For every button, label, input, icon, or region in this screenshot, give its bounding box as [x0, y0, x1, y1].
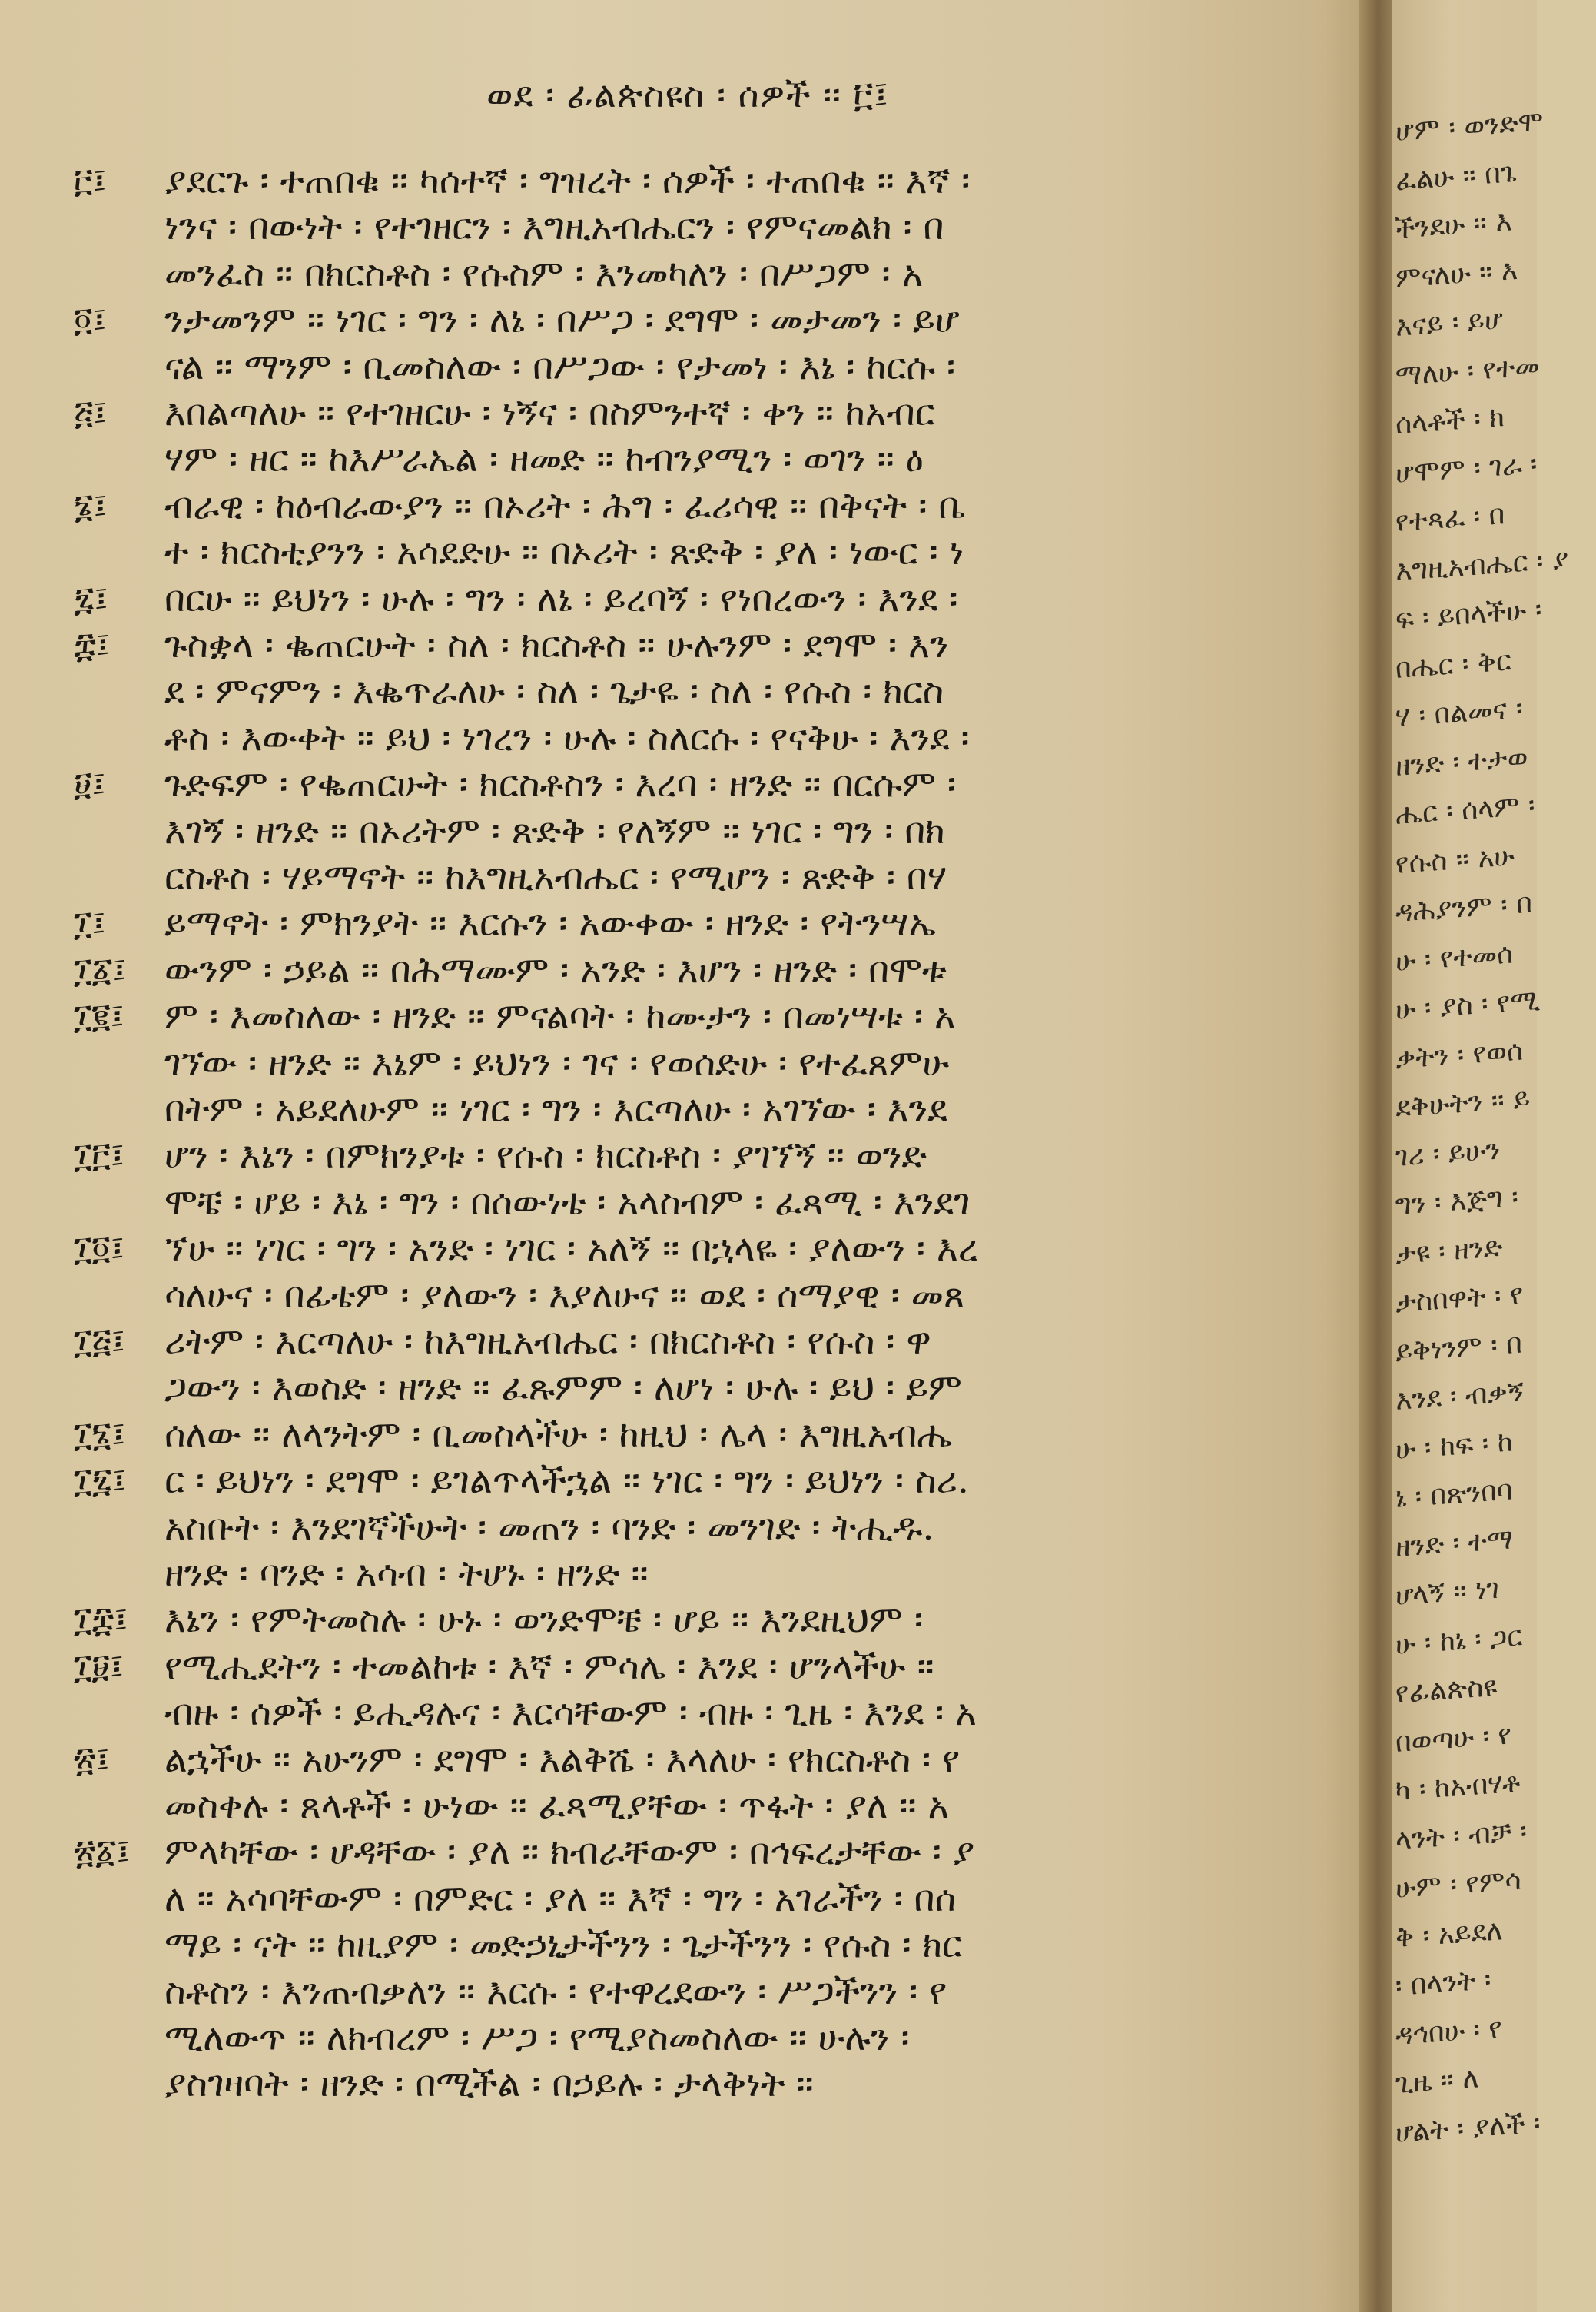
text-line: ሪትም ፡ እርጣለሁ ፡ ከእግዚአብሔር ፡ በክርስቶስ ፡ የሱስ ፡ ዋ — [164, 1320, 931, 1363]
text-line: ተ ፡ ክርስቲያንን ፡ አሳደድሁ ፡፡ በኦሪት ፡ ጽድቅ ፡ ያለ ፡ ነውር ፡ ነ — [164, 531, 964, 574]
facing-page-line: ሁ ፡ ያስ ፡ የሚ — [1394, 984, 1541, 1026]
text-line: በትም ፡ አይደለሁም ፡፡ ነገር ፡ ግን ፡ እርጣለሁ ፡ አገኘው ፡ እንደ — [164, 1088, 947, 1131]
text-line: ሰለው ፡፡ ለላንትም ፡ ቢመስላችሁ ፡ ከዚህ ፡ ሌላ ፡ እግዚአብሔ — [164, 1413, 953, 1456]
text-line: ያስገዛባት ፡ ዘንድ ፡ በሚችል ፡ በኃይሉ ፡ ታላቅነት ፡፡ — [164, 2063, 814, 2106]
verse-number: ፭፤ — [74, 394, 108, 433]
facing-page-line: ካ ፡ ከአብሃቶ — [1394, 1766, 1521, 1807]
facing-page-line: ደቅሁትን ፡፡ ይ — [1394, 1082, 1531, 1124]
text-line: ይማኖት ፡ ምክንያት ፡፡ እርሱን ፡ አውቀው ፡ ዘንድ ፡ የትንሣኤ — [164, 902, 936, 945]
facing-page-line: ሆላኝ ፡፡ ነገ — [1394, 1573, 1501, 1612]
facing-page-line: በወጣሁ ፡ የ — [1394, 1718, 1513, 1759]
text-line: ያደርጉ ፡ ተጠበቁ ፡፡ ካሰተኛ ፡ ግዝረት ፡ ሰዎች ፡ ተጠበቁ ፡፡ እኛ ፡ — [164, 160, 971, 202]
verse-number: ፳፤ — [74, 1739, 110, 1779]
text-line: ናል ፡፡ ማንም ፡ ቢመስለው ፡ በሥጋው ፡ የታመነ ፡ እኔ ፡ ከርሱ ፡ — [164, 345, 956, 388]
text-line: ሞቼ ፡ ሆይ ፡ እኔ ፡ ግን ፡ በሰውነቴ ፡ አላስብም ፡ ፈጻሚ ፡ እንደገ — [164, 1181, 971, 1224]
text-line: አስቡት ፡ እንደገኛችሁት ፡ መጠን ፡ ባንድ ፡ መንገድ ፡ ትሒዱ. — [164, 1506, 934, 1549]
verse-number: ፯፤ — [74, 579, 108, 619]
verse-number: ፬፤ — [74, 301, 107, 340]
text-line: ቶስ ፡ እውቀት ፡፡ ይህ ፡ ነገረን ፡ ሁሉ ፡ ስለርሱ ፡ የናቅሁ ፡ እንደ ፡ — [164, 716, 970, 759]
facing-page-line: ምናለሁ ፡፡ እ — [1394, 254, 1519, 294]
verse-number: ፲፩፤ — [74, 950, 127, 990]
facing-page-line: ችንደሁ ፡፡ እ — [1394, 205, 1513, 245]
facing-page-line: ኔ ፡ በጽንበባ — [1394, 1474, 1514, 1514]
facing-page-line: ሆልት ፡ ያለች ፡ — [1394, 2107, 1541, 2149]
verse-number: ፲፱፤ — [74, 1646, 124, 1686]
facing-page-line: ፍ ፡ ይበላችሁ ፡ — [1394, 593, 1543, 636]
text-line: እበልጣለሁ ፡፡ የተገዘርሁ ፡ ነኝና ፡ በስምንተኛ ፡ ቀን ፡፡ ከአብር — [164, 392, 935, 434]
page-header: ወደ ፡ ፊልጵስዩስ ፡ ሰዎች ፡፡ ፫፤ — [486, 74, 889, 115]
text-line: ማይ ፡ ናት ፡፡ ከዚያም ፡ መድኃኒታችንን ፡ ጌታችንን ፡ የሱስ ፡ ክር — [164, 1924, 962, 1967]
text-line: ም ፡ እመስለው ፡ ዘንድ ፡፡ ምናልባት ፡ ከሙታን ፡ በመነሣቱ ፡ አ — [164, 995, 956, 1038]
facing-page-line: ግን ፡ እጅግ ፡ — [1394, 1181, 1520, 1221]
facing-page-line: ሆም ፡ ወንድሞ — [1394, 105, 1545, 148]
facing-page-line: ጊዜ ፡፡ ለ — [1394, 2062, 1480, 2100]
text-line: ነንና ፡ በውነት ፡ የተገዘርን ፡ እግዚአብሔርን ፡ የምናመልክ ፡ በ — [164, 206, 944, 249]
text-line: ጉድፍም ፡ የቈጠርሁት ፡ ክርስቶስን ፡ እረባ ፡ ዘንድ ፡፡ በርሱም ፡ — [164, 763, 956, 806]
text-line: ውንም ፡ ኃይል ፡፡ በሕማሙም ፡ አንድ ፡ እሆን ፡ ዘንድ ፡ በሞቱ — [164, 948, 947, 992]
facing-page-line: ሁ ፡ የተመሰ — [1394, 937, 1515, 978]
text-line: ልኋችሁ ፡፡ አሁንም ፡ ደግሞ ፡ እልቅሼ ፡ እላለሁ ፡ የክርስቶስ ፡ የ — [164, 1738, 961, 1781]
facing-page-line: ዳሕያንም ፡ በ — [1394, 887, 1534, 928]
verse-number: ፫፤ — [74, 161, 107, 201]
text-line: እኔን ፡ የምትመስሉ ፡ ሁኑ ፡ ወንድሞቼ ፡ ሆይ ፡፡ እንደዚህም ፡ — [164, 1599, 923, 1642]
facing-page-line: ላንት ፡ ብቻ ፡ — [1394, 1815, 1528, 1856]
facing-page-line: ሰላቶች ፡ ክ — [1394, 401, 1506, 440]
text-line: እገኝ ፡ ዘንድ ፡፡ በኦሪትም ፡ ጽድቅ ፡ የለኝም ፡፡ ነገር ፡ ግን ፡ በክ — [164, 809, 945, 852]
verse-number: ፲፬፤ — [74, 1229, 124, 1269]
text-line: ር ፡ ይህነን ፡ ደግሞ ፡ ይገልጥላችኋል ፡፡ ነገር ፡ ግን ፡ ይህነን ፡ ስሪ. — [164, 1460, 969, 1503]
text-line: ሆን ፡ እኔን ፡ በምክንያቱ ፡ የሱስ ፡ ክርስቶስ ፡ ያገኘኝ ፡፡ ወንድ — [164, 1134, 927, 1178]
facing-page-line: ሁም ፡ የምሳ — [1394, 1864, 1522, 1905]
facing-page-line: ታዩ ፡ ዘንድ — [1394, 1231, 1504, 1271]
text-line: በርሁ ፡፡ ይህነን ፡ ሁሉ ፡ ግን ፡ ለኔ ፡ ይረባኝ ፡ የነበረውን ፡ እንደ ፡ — [164, 577, 958, 620]
verse-number: ፲፭፤ — [74, 1322, 125, 1361]
facing-page-line: ማለሁ ፡ የተመ — [1394, 350, 1541, 392]
text-line: ለ ፡፡ አሳባቸውም ፡ በምድር ፡ ያለ ፡፡ እኛ ፡ ግን ፡ አገራችን ፡ በሰ — [164, 1877, 957, 1920]
verse-number: ፮፤ — [74, 486, 108, 526]
facing-page-line: ገሪ ፡ ይሁን — [1394, 1134, 1501, 1173]
facing-page-line: ፈልሁ ፡፡ በጌ — [1394, 156, 1518, 197]
verse-number: ፳፩፤ — [74, 1832, 131, 1872]
text-line: ዘንድ ፡ ባንድ ፡ አሳብ ፡ ትሆኑ ፡ ዘንድ ፡፡ — [164, 1553, 649, 1595]
verse-number: ፲፰፤ — [74, 1600, 128, 1640]
text-line: ብዙ ፡ ሰዎች ፡ ይሒዳሉና ፡ እርሳቸውም ፡ ብዙ ፡ ጊዜ ፡ እንደ ፡ አ — [164, 1692, 977, 1735]
verse-number: ፲፯፤ — [74, 1461, 127, 1501]
facing-page-line: ሃ ፡ በልመና ፡ — [1394, 693, 1524, 733]
facing-page-line: ፡ በላንት ፡ — [1394, 1964, 1492, 2002]
text-line: የሚሒደትን ፡ ተመልከቱ ፡ እኛ ፡ ምሳሌ ፡ እንደ ፡ ሆንላችሁ ፡፡ — [164, 1645, 934, 1688]
verse-number: ፲፤ — [74, 904, 106, 944]
text-line: ሃም ፡ ዘር ፡፡ ከእሥራኤል ፡ ዘመድ ፡፡ ከብንያሚን ፡ ወገን ፡፡ ዕ — [164, 438, 924, 481]
facing-page-line: ዳኅበሁ ፡ የ — [1394, 2011, 1504, 2051]
text-line: ሳለሁና ፡ በፊቴም ፡ ያለውን ፡ እያለሁና ፡፡ ወደ ፡ ሰማያዊ ፡ መጸ — [164, 1274, 965, 1317]
verse-number: ፲፫፤ — [74, 1136, 124, 1176]
text-line: ደ ፡ ምናምን ፡ እቈጥራለሁ ፡ ስለ ፡ ጌታዬ ፡ ስለ ፡ የሱስ ፡ ክርስ — [164, 670, 944, 713]
text-line: ጋውን ፡ እወስድ ፡ ዘንድ ፡፡ ፈጹምም ፡ ለሆነ ፡ ሁሉ ፡ ይህ ፡ ይም — [164, 1367, 962, 1410]
text-line: ሚለውጥ ፡፡ ለክብረም ፡ ሥጋ ፡ የሚያስመስለው ፡፡ ሁሉን ፡ — [164, 2017, 910, 2059]
facing-page-line: ሆሞም ፡ ገራ ፡ — [1394, 447, 1538, 490]
text-line: ንታመንም ፡፡ ነገር ፡ ግን ፡ ለኔ ፡ በሥጋ ፡ ደግሞ ፡ መታመን ፡ ይሆ — [164, 299, 960, 342]
facing-page-line: ሁ ፡ ከኔ ፡ ጋር — [1394, 1620, 1524, 1661]
verse-number: ፰፤ — [74, 626, 110, 665]
facing-page-line: ይቅነንም ፡ በ — [1394, 1327, 1524, 1368]
facing-page-line: እግዚአብሔር ፡ ያ — [1394, 543, 1570, 587]
verse-number: ፲፪፤ — [74, 997, 124, 1037]
text-line: ኘሁ ፡፡ ነገር ፡ ግን ፡ አንድ ፡ ነገር ፡ አለኝ ፡፡ በኋላዬ ፡ ያለውን ፡ እረ — [164, 1227, 979, 1271]
facing-page-line: ሁ ፡ ከፍ ፡ ከ — [1394, 1425, 1514, 1466]
facing-page-line: ሔር ፡ ሰላም ፡ — [1394, 789, 1536, 831]
facing-page-line: በሔር ፡ ቅር — [1394, 645, 1513, 685]
facing-page-line: የፊልጵስዩ — [1394, 1670, 1498, 1709]
text-line: መስቀሉ ፡ ጸላቶች ፡ ሁነው ፡፡ ፈጻሚያቸው ፡ ጥፋት ፡ ያለ ፡፡ አ — [164, 1785, 950, 1827]
text-line: ምላካቸው ፡ ሆዳቸው ፡ ያለ ፡፡ ክብራቸውም ፡ በኅፍረታቸው ፡ ያ — [164, 1831, 975, 1874]
facing-page-line: ቃትን ፡ የወሰ — [1394, 1034, 1525, 1075]
verse-number: ፲፮፤ — [74, 1414, 126, 1454]
text-line: ስቶስን ፡ እንጠብቃለን ፡፡ እርሱ ፡ የተዋረደውን ፡ ሥጋችንን ፡ የ — [164, 1970, 947, 2013]
text-line: ጉስቋላ ፡ ቈጠርሁት ፡ ስለ ፡ ክርስቶስ ፡፡ ሁሉንም ፡ ደግሞ ፡ እን — [164, 624, 949, 666]
facing-page-line: ታስበዋት ፡ የ — [1394, 1278, 1525, 1319]
facing-page-line: ዘንድ ፡ ተማ — [1394, 1523, 1515, 1563]
verse-number: ፱፤ — [74, 765, 106, 805]
text-line: ርስቶስ ፡ ሃይማኖት ፡፡ ከእግዚአብሔር ፡ የሚሆን ፡ ጽድቅ ፡ በሃ — [164, 856, 947, 899]
facing-page-line: ቅ ፡ አይደለ — [1394, 1914, 1504, 1954]
text-line: ገኘው ፡ ዘንድ ፡፡ እኔም ፡ ይህነን ፡ ገና ፡ የወሰድሁ ፡ የተፈጸምሁ — [164, 1041, 950, 1085]
facing-page-line: የተጻፈ ፡ በ — [1394, 499, 1506, 538]
facing-page-line: የሱስ ፡፡ አሁ — [1394, 839, 1516, 880]
facing-page-line: ዘንድ ፡ ተታወ — [1394, 741, 1529, 782]
text-line: ብራዊ ፡ ከዕብራውያን ፡፡ በኦሪት ፡ ሕግ ፡ ፈሪሳዊ ፡፡ በቅናት ፡ ቤ — [164, 484, 966, 527]
facing-page-edge — [1392, 0, 1570, 2312]
facing-page-line: እንደ ፡ ብቃኝ — [1394, 1376, 1525, 1417]
text-line: መንፈስ ፡፡ በክርስቶስ ፡ የሱስም ፡ እንመካለን ፡ በሥጋም ፡ አ — [164, 252, 924, 295]
facing-page-line: እናይ ፡ ይሆ — [1394, 304, 1505, 343]
